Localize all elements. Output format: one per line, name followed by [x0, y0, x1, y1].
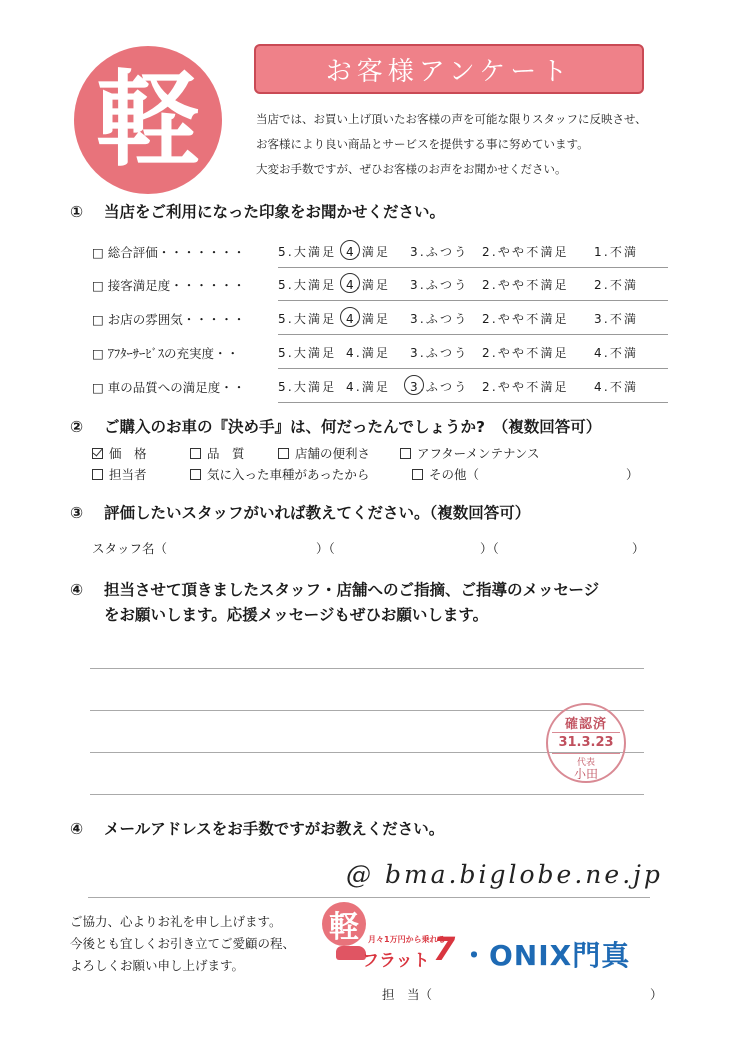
stamp-date: 31.3.23 — [558, 735, 614, 750]
rating-row-overall — [92, 234, 668, 268]
rating-row-service — [92, 267, 668, 301]
q2-option-price[interactable]: 価 格 — [92, 444, 147, 462]
checkbox-other[interactable] — [412, 469, 423, 480]
brand-seven: 7 — [433, 930, 456, 968]
rating-option-overall-2[interactable]: 4.満足 — [346, 245, 391, 259]
q4-number: ④ — [70, 581, 84, 599]
email-handwritten: @ bma.biglobe.ne.jp — [346, 860, 663, 889]
q2-other-close: ） — [626, 467, 639, 482]
q3-heading — [70, 501, 530, 523]
rating-row-quality — [92, 369, 668, 403]
rating-option-quality-1[interactable]: 5.大満足 — [278, 380, 337, 394]
q2-option-liked-model[interactable]: 気に入った車種があったから — [190, 465, 369, 483]
rating-option-overall-5[interactable]: 1.不満 — [594, 245, 639, 259]
q1-heading — [70, 200, 445, 222]
q1-title: 当店をご利用になった印象をお聞かせください。 — [104, 203, 446, 221]
rating-option-quality-3[interactable]: 3.ふつう — [410, 380, 469, 394]
closing-line-1: ご協力、心よりお礼を申し上げます。 — [70, 914, 282, 929]
rating-row-after-service — [92, 335, 668, 369]
q2-option-quality[interactable]: 品 質 — [190, 444, 245, 462]
staff-name-label: スタッフ名（ — [92, 541, 168, 556]
q2-option-after-maintenance[interactable]: アフターメンテナンス — [400, 444, 540, 462]
selected-circle-quality — [404, 375, 424, 395]
q2-option-store-convenience[interactable]: 店舗の便利さ — [278, 444, 370, 462]
rating-option-atmosphere-1[interactable]: 5.大満足 — [278, 312, 337, 326]
staff-paren-c: ） — [632, 541, 645, 556]
rating-option-quality-2[interactable]: 4.満足 — [346, 380, 391, 394]
logo-circle — [74, 46, 222, 194]
stamp-role: 代表 — [576, 758, 595, 768]
q5-heading — [70, 817, 444, 839]
intro-line-2: お客様により良い商品とサービスを提供する事に努めています。 — [256, 137, 589, 151]
rating-label-quality[interactable]: □ 車の品質への満足度・・ — [92, 380, 246, 395]
q5-number: ④ — [70, 820, 84, 838]
intro-line-3: 大変お手数ですが、ぜひお客様のお声をお聞かせください。 — [256, 162, 567, 176]
stamp-confirmed: 確認済 — [564, 717, 607, 732]
rating-option-quality-5[interactable]: 4.不満 — [594, 380, 639, 394]
q4-title-line-1: 担当させて頂きましたスタッフ・店舗へのご指摘、ご指導のメッセージ — [104, 581, 600, 599]
q4-title-line-2: をお願いします。応援メッセージもぜひお願いします。 — [104, 606, 489, 624]
brand-flat: フラット — [362, 951, 430, 971]
q2-option-staff[interactable]: 担当者 — [92, 465, 147, 483]
confirmation-stamp — [546, 703, 626, 783]
q3-title: 評価したいスタッフがいれば教えてください。（複数回答可） — [104, 504, 531, 522]
checkbox-staff[interactable] — [92, 469, 103, 480]
rating-label-atmosphere[interactable]: □ お店の雰囲気・・・・・ — [92, 312, 246, 327]
q2-title: ご購入のお車の『決め手』は、何だったんでしょうか? （複数回答可） — [104, 418, 602, 436]
rating-option-after-service-3[interactable]: 3.ふつう — [410, 346, 469, 360]
rating-option-service-5[interactable]: 2.不満 — [594, 278, 639, 292]
q2-heading — [70, 415, 601, 437]
q2-option-other[interactable]: その他（ — [412, 465, 479, 483]
rating-underline-quality — [278, 402, 668, 403]
rating-label-overall[interactable]: □ 総合評価・・・・・・・ — [92, 245, 246, 260]
rating-option-service-4[interactable]: 2.やや不満足 — [482, 278, 569, 292]
tanto-close: ） — [650, 987, 663, 1002]
brand-kei-mark: 軽 — [322, 902, 366, 946]
closing-line-2: 今後とも宜しくお引き立てご愛顧の程、 — [70, 936, 296, 951]
q3-number: ③ — [70, 504, 84, 522]
checkbox-price[interactable] — [92, 448, 103, 459]
title-banner — [254, 44, 644, 94]
rating-option-after-service-5[interactable]: 4.不満 — [594, 346, 639, 360]
stamp-name: 小田 — [573, 767, 598, 781]
tanto-label: 担 当（ — [382, 987, 433, 1002]
rating-option-service-3[interactable]: 3.ふつう — [410, 278, 469, 292]
rating-option-service-2[interactable]: 4.満足 — [346, 278, 391, 292]
rating-row-atmosphere — [92, 301, 668, 335]
rating-option-atmosphere-4[interactable]: 2.やや不満足 — [482, 312, 569, 326]
rating-option-overall-1[interactable]: 5.大満足 — [278, 245, 337, 259]
stamp-divider-top — [552, 732, 620, 733]
brand-onix-kadoma: ・ONIX門真 — [460, 939, 631, 972]
page-title: お客様アンケート — [325, 56, 573, 87]
rating-label-service[interactable]: □ 接客満足度・・・・・・ — [92, 278, 246, 293]
rating-option-overall-3[interactable]: 3.ふつう — [410, 245, 469, 259]
selected-circle-service — [340, 273, 360, 293]
q4-heading — [70, 578, 599, 600]
message-line-4[interactable] — [90, 794, 644, 795]
email-input-line[interactable] — [88, 897, 650, 898]
intro-line-1: 当店では、お買い上げ頂いたお客様の声を可能な限りスタッフに反映させ、 — [256, 112, 647, 126]
brand-tagline: 月々1万円から乗れる — [368, 935, 446, 944]
rating-option-overall-4[interactable]: 2.やや不満足 — [482, 245, 569, 259]
stamp-divider-bottom — [552, 753, 620, 754]
rating-option-after-service-1[interactable]: 5.大満足 — [278, 346, 337, 360]
message-line-1[interactable] — [90, 668, 644, 669]
checkbox-quality[interactable] — [190, 448, 201, 459]
logo-kei: 軽 — [95, 59, 200, 181]
staff-paren-a: ）（ — [316, 541, 335, 556]
rating-option-atmosphere-3[interactable]: 3.ふつう — [410, 312, 469, 326]
selected-circle-atmosphere — [340, 307, 360, 327]
staff-paren-b: ）（ — [480, 541, 499, 556]
q5-title: メールアドレスをお手数ですがお教えください。 — [104, 820, 445, 838]
closing-line-3: よろしくお願い申し上げます。 — [70, 958, 245, 973]
rating-option-atmosphere-2[interactable]: 4.満足 — [346, 312, 391, 326]
rating-label-after-service[interactable]: □ ｱﾌﾀｰｻｰﾋﾞｽの充実度・・ — [92, 346, 240, 361]
q1-number: ① — [70, 203, 84, 221]
rating-option-after-service-2[interactable]: 4.満足 — [346, 346, 391, 360]
rating-option-quality-4[interactable]: 2.やや不満足 — [482, 380, 569, 394]
rating-option-service-1[interactable]: 5.大満足 — [278, 278, 337, 292]
rating-option-atmosphere-5[interactable]: 3.不満 — [594, 312, 639, 326]
checkbox-store-convenience[interactable] — [278, 448, 289, 459]
rating-option-after-service-4[interactable]: 2.やや不満足 — [482, 346, 569, 360]
q2-number: ② — [70, 418, 84, 436]
checkbox-liked-model[interactable] — [190, 469, 201, 480]
selected-circle-overall — [340, 240, 360, 260]
checkbox-after-maintenance[interactable] — [400, 448, 411, 459]
